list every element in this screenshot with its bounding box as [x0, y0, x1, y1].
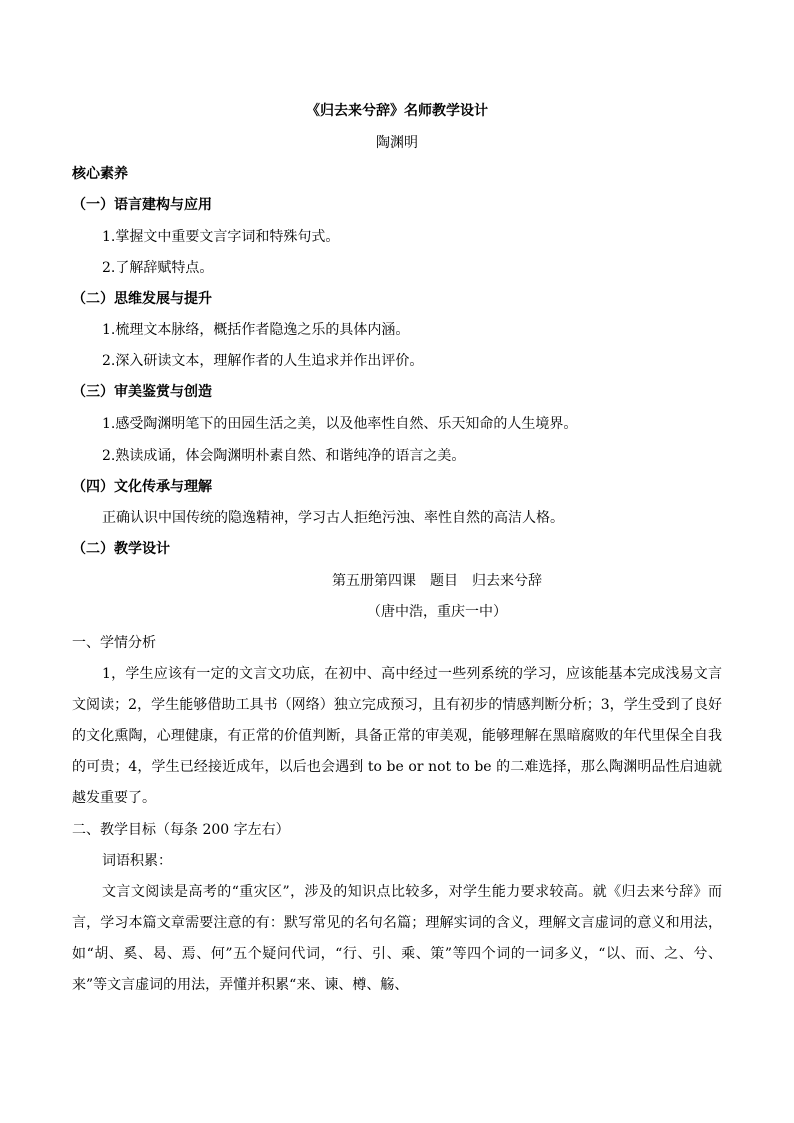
- document-title: 《归去来兮辞》名师教学设计: [306, 103, 488, 119]
- learning-analysis-heading: 一、学情分析: [72, 635, 156, 651]
- teacher-line: （唐中浩，重庆一中）: [367, 604, 507, 620]
- section-3-item-2: 2.熟读成诵，体会陶渊明朴素自然、和谐纯净的语言之美。: [102, 448, 466, 464]
- section-heading-1: （一）语言建构与应用: [72, 197, 212, 213]
- teaching-design-heading: （二）教学设计: [72, 541, 170, 557]
- learning-analysis-paragraph: 1，学生应该有一定的文言文功底，在初中、高中经过一些列系统的学习，应该能基本完成浅易文言文阅读；2，学生能够借助工具书（网络）独立完成预习，且有初步的情感判断分析；3，学生受到了良好的文化熏陶，心理健康，有正常的价值判断，具备正常的审美观，能够理解在黑暗腐败的年代里保全自我的可贵；4，学生已经接近成年，以后也会遇到 to be or not to be 的二难选择，那么陶渊明品性启迪就越发重要了。: [72, 666, 722, 806]
- section-1-item-1: 1.掌握文中重要文言字词和特殊句式。: [102, 229, 340, 245]
- section-heading-3: （三）审美鉴赏与创造: [72, 384, 212, 400]
- teaching-goals-heading: 二、教学目标（每条 200 字左右）: [72, 822, 290, 838]
- section-2-item-2: 2.深入研读文本，理解作者的人生追求并作出评价。: [102, 353, 424, 369]
- teaching-goals-paragraph: 文言文阅读是高考的“重灾区”，涉及的知识点比较多，对学生能力要求较高。就《归去来兮辞》而言，学习本篇文章需要注意的有：默写常见的名句名篇；理解实词的含义，理解文言虚词的意义和用法，如“胡、奚、曷、焉、何”五个疑问代词，“行、引、乘、策”等四个词的一词多义，“以、而、之、兮、来”等文言虚词的用法，弄懂并积累“来、谏、樽、觞、: [72, 884, 722, 993]
- section-3-item-1: 1.感受陶渊明笔下的田园生活之美，以及他率性自然、乐天知命的人生境界。: [102, 416, 578, 432]
- section-1-item-2: 2.了解辞赋特点。: [102, 260, 214, 276]
- section-2-item-1: 1.梳理文本脉络，概括作者隐逸之乐的具体内涵。: [102, 322, 410, 338]
- core-literacy-heading: 核心素养: [72, 166, 128, 182]
- document-author: 陶渊明: [376, 135, 418, 151]
- section-4-item-1: 正确认识中国传统的隐逸精神，学习古人拒绝污浊、率性自然的高洁人格。: [102, 510, 564, 526]
- section-heading-2: （二）思维发展与提升: [72, 291, 212, 307]
- lesson-title-line: 第五册第四课 题目 归去来兮辞: [332, 573, 542, 589]
- vocabulary-subheading: 词语积累：: [102, 853, 172, 869]
- section-heading-4: （四）文化传承与理解: [72, 479, 212, 495]
